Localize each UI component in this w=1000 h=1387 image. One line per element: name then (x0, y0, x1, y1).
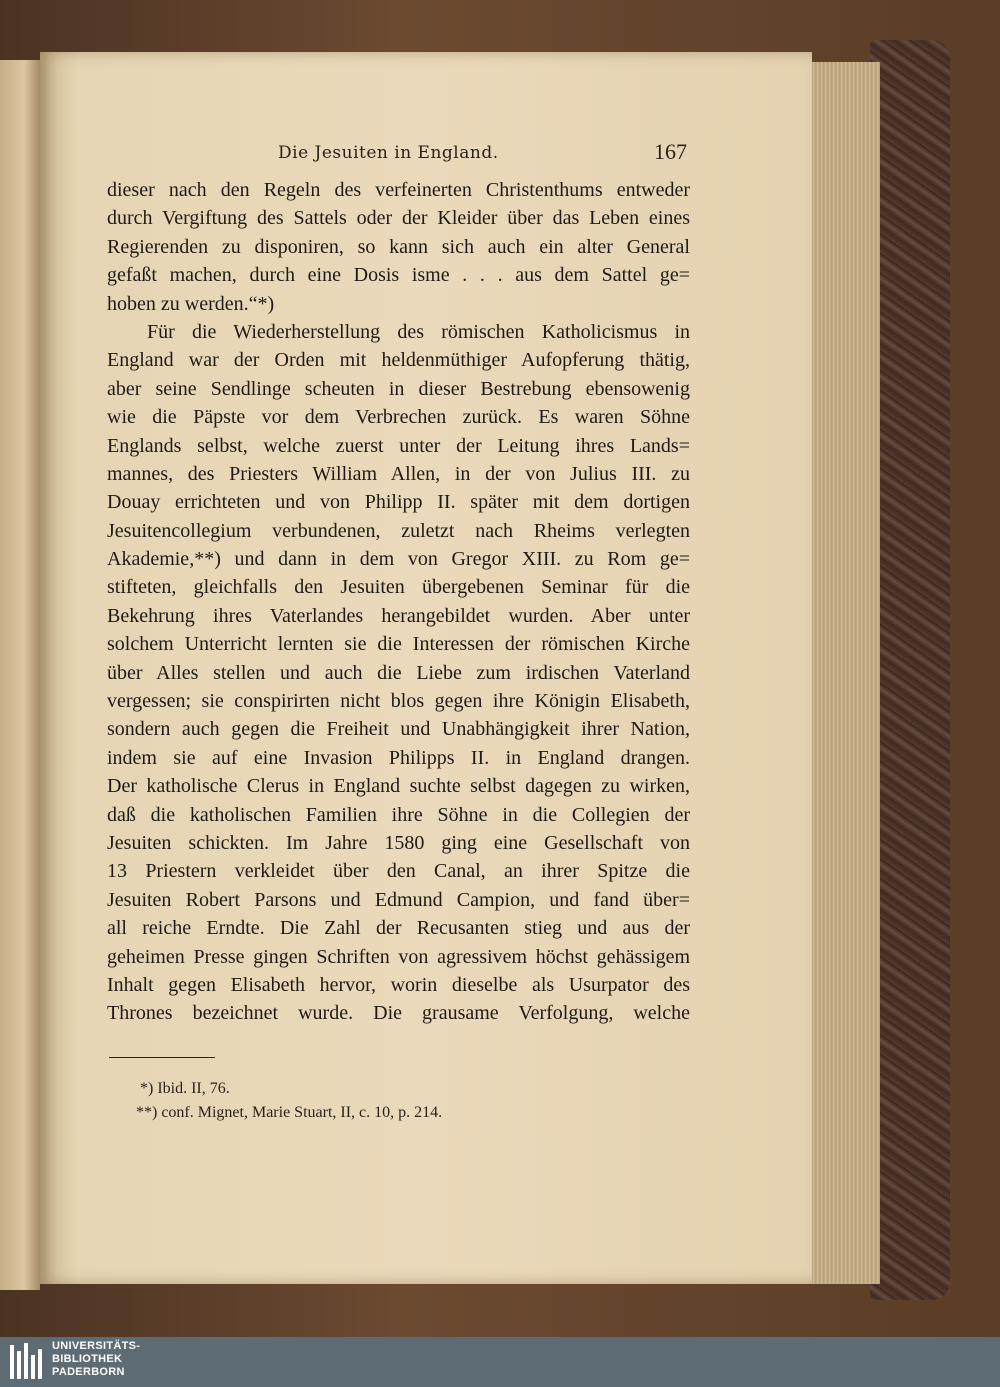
footnote-separator (109, 1057, 215, 1058)
text-line: geheimen Presse gingen Schriften von agressivem höchst gehässigem (107, 945, 690, 968)
text-line: indem sie auf eine Invasion Philipps II. in England drangen. (107, 746, 690, 769)
library-footer-bar (0, 1337, 1000, 1387)
text-line: hoben zu werden.“*) (107, 292, 275, 315)
page-block-edges (810, 62, 880, 1284)
text-line: Jesuiten Robert Parsons und Edmund Campion, und fand über= (107, 888, 690, 911)
logo-line: UNIVERSITÄTS- (52, 1340, 141, 1352)
logo-line: BIBLIOTHEK (52, 1353, 123, 1365)
footnotes (136, 1077, 443, 1125)
footnote: *) Ibid. II, 76. (140, 1080, 230, 1097)
text-line: mannes, des Priesters William Allen, in der von Julius III. zu (107, 462, 690, 485)
text-line: vergessen; sie conspirirten nicht blos gegen ihre Königin Elisabeth, (107, 690, 690, 713)
text-line: solchem Unterricht lernten sie die Interessen der römischen Kirche (107, 633, 690, 656)
footnote: **) conf. Mignet, Marie Stuart, II, c. 10, p. 214. (136, 1104, 443, 1121)
left-page-edge (0, 60, 40, 1290)
text-line: gefaßt machen, durch eine Dosis isme . . . aus dem Sattel ge= (107, 264, 690, 287)
body-text (107, 176, 690, 1028)
library-logo-text (52, 1340, 140, 1379)
running-header: Die Jesuiten in England. (278, 143, 499, 163)
text-line: all reiche Erndte. Die Zahl der Recusanten stieg und aus der (107, 917, 690, 940)
library-logo-icon (8, 1341, 44, 1383)
text-line: daß die katholischen Familien ihre Söhne in die Collegien der (107, 803, 690, 826)
text-line: dieser nach den Regeln des verfeinerten Christenthums entweder (107, 179, 690, 201)
text-line: wie die Päpste vor dem Verbrechen zurück. Es waren Söhne (107, 406, 690, 429)
text-line: Inhalt gegen Elisabeth hervor, worin dieselbe als Usurpator des (107, 973, 690, 996)
book-cover-edge (870, 40, 950, 1300)
text-line: über Alles stellen und auch die Liebe zum irdischen Vaterland (107, 661, 690, 684)
page-number: 167 (654, 139, 687, 164)
text-line: aber seine Sendlinge scheuten in dieser Bestrebung ebensowenig (107, 377, 690, 400)
text-line: Jesuiten schickten. Im Jahre 1580 ging eine Gesellschaft von (107, 831, 690, 854)
text-line: Douay errichteten und von Philipp II. später mit dem dortigen (107, 491, 690, 514)
text-line: Regierenden zu disponiren, so kann sich auch ein alter General (107, 235, 690, 258)
text-line: stifteten, gleichfalls den Jesuiten übergebenen Seminar für die (107, 576, 690, 599)
text-line: Der katholische Clerus in England suchte selbst dagegen zu wirken, (107, 775, 690, 798)
text-line: Thrones bezeichnet wurde. Die grausame Verfolgung, welche (107, 1002, 690, 1025)
text-line: sondern auch gegen die Freiheit und Unabhängigkeit ihrer Nation, (107, 718, 690, 741)
text-line: England war der Orden mit heldenmüthiger Aufopferung thätig, (107, 349, 690, 372)
text-line: Englands selbst, welche zuerst unter der Leitung ihres Lands= (107, 434, 690, 457)
text-line: Bekehrung ihres Vaterlandes herangebildet wurden. Aber unter (107, 604, 690, 627)
text-line: Für die Wiederherstellung des römischen Katholicismus in (147, 320, 690, 343)
text-line: 13 Priestern verkleidet über den Canal, an ihrer Spitze die (107, 860, 690, 883)
text-line: durch Vergiftung des Sattels oder der Kleider über das Leben eines (107, 207, 690, 230)
text-line: Jesuitencollegium verbundenen, zuletzt nach Rheims verlegten (107, 519, 690, 542)
text-line: Akademie,**) und dann in dem von Gregor XIII. zu Rom ge= (107, 548, 690, 571)
logo-line: PADERBORN (52, 1366, 125, 1378)
